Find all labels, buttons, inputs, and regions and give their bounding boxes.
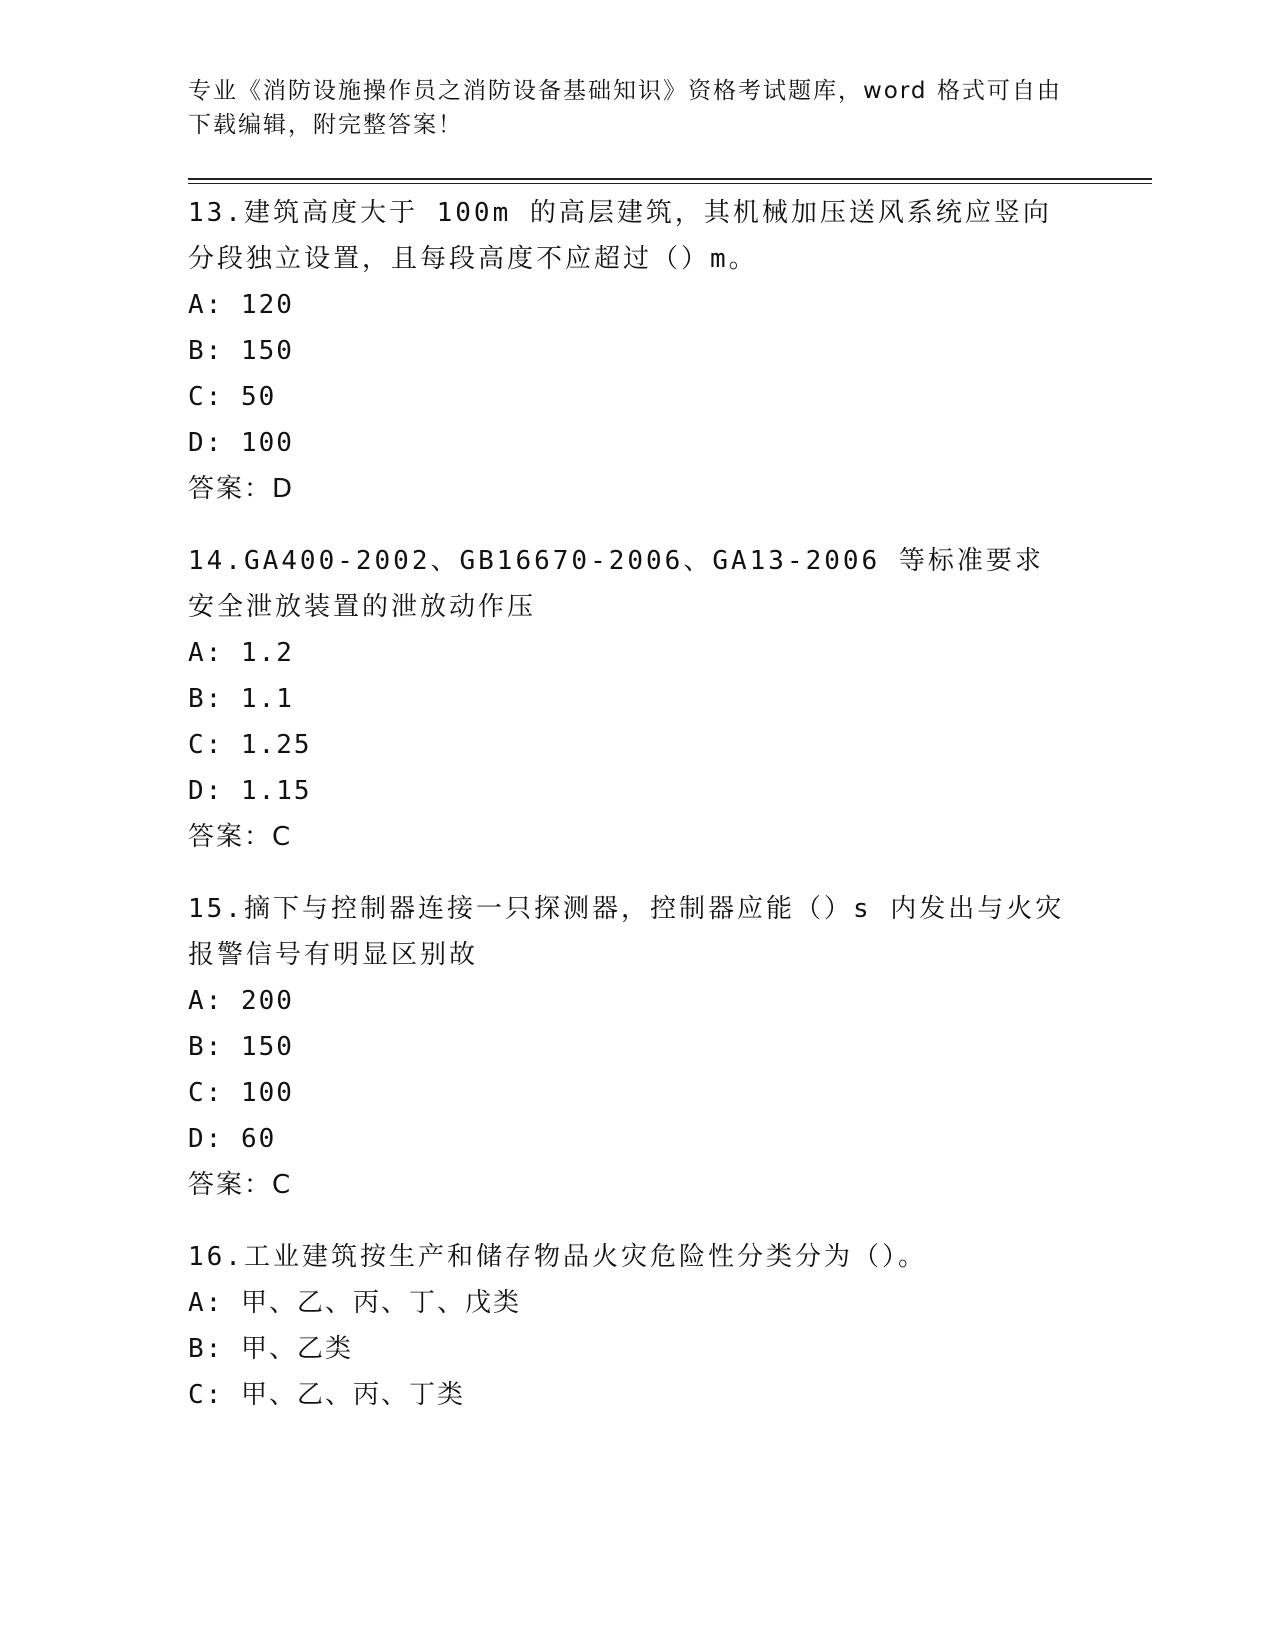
option-d: D: 100 bbox=[188, 428, 294, 458]
option-a: A: 120 bbox=[188, 290, 294, 320]
document-intro: 专业《消防设施操作员之消防设备基础知识》资格考试题库，word 格式可自由下载编辑，附完整答案！ bbox=[188, 78, 1062, 138]
question-list bbox=[188, 190, 1068, 1444]
question-stem: 16.工业建筑按生产和储存物品火灾危险性分类分为（）。 bbox=[188, 1242, 927, 1272]
option-b: B: 150 bbox=[188, 1032, 294, 1062]
option-a: A: 200 bbox=[188, 986, 294, 1016]
question-13 bbox=[188, 190, 1068, 512]
question-stem: 14.GA400-2002、GB16670-2006、GA13-2006 等标准要求安全泄放装置的泄放动作压 bbox=[188, 546, 1044, 622]
option-c: C: 100 bbox=[188, 1078, 294, 1108]
option-a: A: 甲、乙、丙、丁、戊类 bbox=[188, 1288, 521, 1318]
question-stem: 15.摘下与控制器连接一只探测器，控制器应能（）s 内发出与火灾报警信号有明显区别故 bbox=[188, 894, 1065, 970]
option-c: C: 1.25 bbox=[188, 730, 312, 760]
header-divider-thin bbox=[188, 183, 1152, 184]
question-16 bbox=[188, 1234, 1068, 1418]
option-b: B: 甲、乙类 bbox=[188, 1334, 353, 1364]
question-14 bbox=[188, 538, 1068, 860]
option-c: C: 50 bbox=[188, 382, 277, 412]
question-stem: 13.建筑高度大于 100m 的高层建筑，其机械加压送风系统应竖向分段独立设置，且每段高度不应超过（）m。 bbox=[188, 198, 1052, 274]
question-15 bbox=[188, 886, 1068, 1208]
answer: 答案：D bbox=[188, 474, 295, 504]
option-c: C: 甲、乙、丙、丁类 bbox=[188, 1380, 465, 1410]
option-b: B: 1.1 bbox=[188, 684, 294, 714]
option-d: D: 60 bbox=[188, 1124, 277, 1154]
option-d: D: 1.15 bbox=[188, 776, 312, 806]
answer: 答案：C bbox=[188, 1170, 293, 1200]
option-b: B: 150 bbox=[188, 336, 294, 366]
header-divider-thick bbox=[188, 178, 1152, 180]
option-a: A: 1.2 bbox=[188, 638, 294, 668]
answer: 答案：C bbox=[188, 822, 293, 852]
